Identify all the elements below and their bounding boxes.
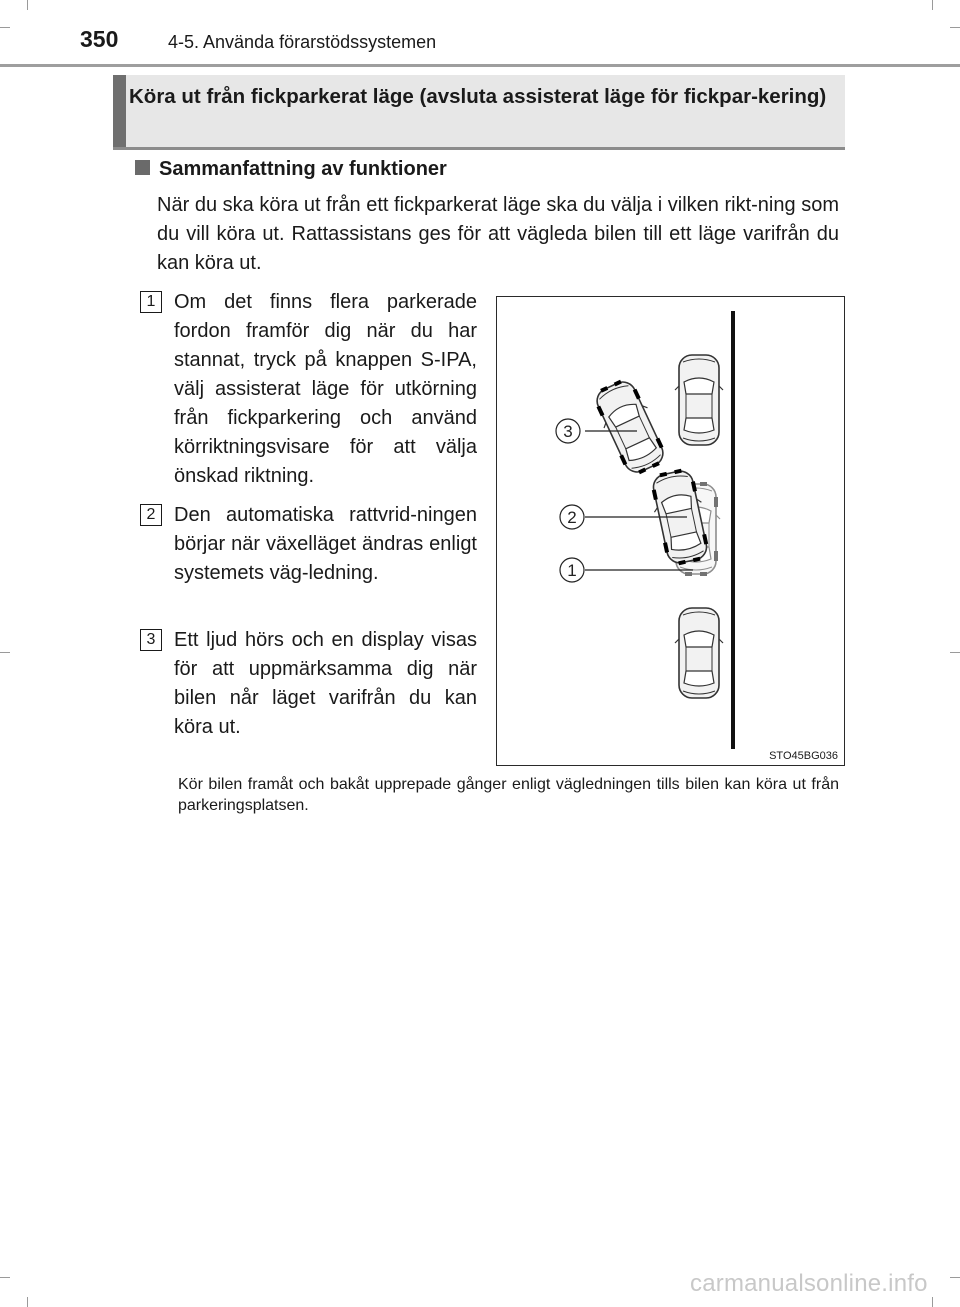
crop-mark bbox=[27, 0, 28, 10]
step-number-badge: 1 bbox=[140, 291, 162, 313]
callout-3: 3 bbox=[563, 422, 573, 441]
title-accent-bar bbox=[113, 75, 126, 147]
crop-mark bbox=[950, 1277, 960, 1278]
section-title: Köra ut från fickparkerat läge (avsluta assisterat läge för fickpar-kering) bbox=[129, 85, 827, 108]
parked-car-front bbox=[675, 355, 723, 445]
step-number-badge: 3 bbox=[140, 629, 162, 651]
section-breadcrumb: 4-5. Använda förarstödssystemen bbox=[168, 32, 437, 52]
section-title-box bbox=[113, 75, 845, 150]
crop-mark bbox=[27, 1297, 28, 1307]
square-bullet-icon bbox=[135, 160, 150, 175]
crop-mark bbox=[950, 652, 960, 653]
callout-1: 1 bbox=[567, 561, 577, 580]
watermark: carmanualsonline.info bbox=[690, 1270, 928, 1297]
intro-paragraph: När du ska köra ut från ett fickparkerat läge ska du välja i vilken rikt-ning som du vill köra ut. Rattassistans ges för att vägleda bilen till ett läge varifrån du kan köra ut. bbox=[157, 194, 839, 274]
step-item bbox=[140, 288, 477, 494]
step-item bbox=[140, 626, 477, 746]
callout-2: 2 bbox=[567, 508, 577, 527]
crop-mark bbox=[932, 1297, 933, 1307]
subheading bbox=[135, 158, 447, 181]
parking-diagram bbox=[497, 297, 844, 765]
figure-code: STO45BG036 bbox=[769, 750, 838, 762]
note-paragraph: Kör bilen framåt och bakåt upprepade gånger enligt vägledningen tills bilen kan köra ut från parkeringsplatsen. bbox=[178, 776, 839, 814]
parked-car-rear bbox=[675, 608, 723, 698]
step-number-badge: 2 bbox=[140, 504, 162, 526]
step-item bbox=[140, 501, 477, 621]
step-text: Ett ljud hörs och en display visas för att uppmärksamma dig när bilen når läget varifrån du kan köra ut. bbox=[174, 629, 477, 738]
crop-mark bbox=[0, 27, 10, 28]
crop-mark bbox=[0, 652, 10, 653]
crop-mark bbox=[0, 1277, 10, 1278]
subheading-text: Sammanfattning av funktioner bbox=[159, 158, 447, 180]
step-text: Den automatiska rattvrid-ningen börjar när växelläget ändras enligt systemets väg-ledning. bbox=[174, 504, 477, 584]
crop-mark bbox=[950, 27, 960, 28]
crop-mark bbox=[932, 0, 933, 10]
parking-illustration bbox=[496, 296, 845, 766]
page-number: 350 bbox=[80, 26, 119, 52]
header-divider bbox=[0, 64, 960, 67]
step-text: Om det finns flera parkerade fordon framför dig när du har stannat, tryck på knappen S-IPA, välj assisterat läge för utkörning från fickparkering och använd körriktningsvisare för att välja önskad riktning. bbox=[174, 291, 477, 487]
